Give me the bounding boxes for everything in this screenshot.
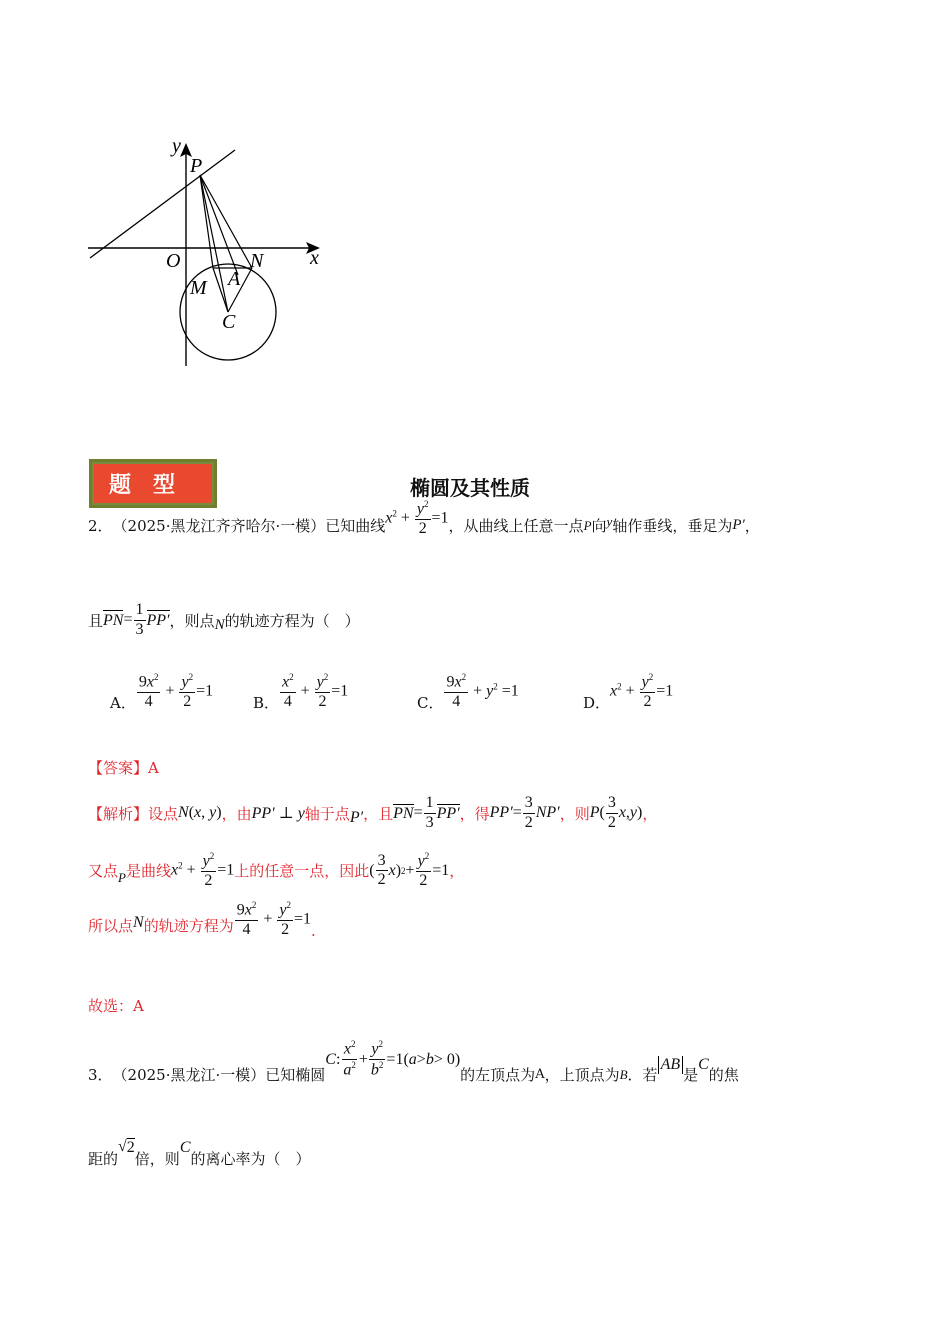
option-A-label: A．	[110, 694, 136, 712]
q3-C: C	[698, 1055, 709, 1073]
sol-l2-c: 上的任意一点，因此	[234, 862, 370, 881]
sol-l2-curve: $x^2$ + $\frac{y^2}{2}$ =1	[170, 851, 235, 890]
q3-text-b: ，上顶点为	[544, 1066, 620, 1084]
q3-line2	[88, 1126, 311, 1169]
q3-A: A	[535, 1067, 545, 1082]
sol-l1-f: ，则	[559, 804, 590, 823]
solution-line2	[88, 852, 464, 890]
q2-vec-PN: PN	[103, 612, 124, 630]
sol-PPp-NPp: PP′ = $\frac{3}{2}$ NP′	[489, 794, 560, 831]
q2-axis-y: y	[606, 513, 613, 529]
q3-ellipse-equation: C : $\frac{x^2}{a^2}$ + $\frac{y^2}{b^2}$ =1( a > b > 0)	[325, 1038, 461, 1079]
q2-eq: =	[123, 611, 133, 629]
q3-number: 3．	[88, 1066, 113, 1084]
sol-perp: PP′ ⊥ y	[251, 805, 305, 823]
label-A: A	[228, 268, 241, 290]
answer-line: 【答案】A	[88, 759, 159, 777]
sol-l1-e: ，得	[459, 804, 490, 823]
sol-point-N: N(x, y)	[178, 804, 222, 822]
solution-label: 【解析】	[88, 804, 149, 823]
q3-source: （2025·黑龙江·一模）已知椭圆	[112, 1066, 326, 1084]
option-D-formula: $x^2$ + $\frac{y^2}{2}$ =1	[610, 671, 674, 710]
option-C-label: C．	[417, 694, 444, 712]
option-A[interactable]	[110, 670, 213, 713]
sol-l2-substituted: ( $\frac{3}{2}$ x ) 2 + $\frac{y^2}{2}$ =1	[369, 851, 450, 890]
q3-text-e: 的焦	[708, 1066, 739, 1084]
label-O: O	[166, 250, 181, 272]
q2-point-N: N	[214, 616, 225, 633]
segment-PM	[200, 175, 213, 268]
label-N: N	[250, 250, 264, 272]
label-P: P	[190, 155, 203, 177]
option-D[interactable]	[583, 670, 673, 713]
q3-B: B	[619, 1066, 628, 1082]
q2-text-a: ，从曲线上任意一点	[448, 517, 584, 536]
q3-sqrt2: √ 2	[118, 1138, 135, 1156]
sol-Pp: P′	[349, 809, 364, 827]
badge-text: 题型	[94, 464, 212, 503]
q3-line2-C: C	[179, 1138, 191, 1156]
q3-line2-c: 的离心率为（ ）	[190, 1150, 311, 1168]
sol-l1-d: ，且	[363, 804, 394, 823]
sol-l1-a: 设点	[148, 804, 179, 823]
q3-line1	[88, 1034, 739, 1085]
label-C: C	[222, 311, 236, 333]
sol-l3-c: .	[310, 922, 316, 940]
q2-text-b: 向	[591, 517, 607, 536]
q2-text-e: ，则点	[169, 611, 215, 630]
sol-l3-N: N	[133, 914, 144, 931]
q3-text-a: 的左顶点为	[460, 1066, 536, 1084]
sol-l3-a: 所以点	[88, 916, 134, 935]
segment-PA	[200, 175, 238, 275]
section-title: 椭圆及其性质	[410, 476, 530, 500]
q2-vector-relation: PN = $\frac{1}{3}$ PP′	[103, 601, 170, 638]
q3-line2-b: 倍，则	[134, 1150, 180, 1168]
label-y: y	[172, 135, 181, 157]
q2-source: （2025·黑龙江齐齐哈尔·一模）已知曲线	[112, 517, 386, 536]
sol-l3-result: $\frac{9x^2}{4}$ + $\frac{y^2}{2}$ =1	[236, 900, 311, 939]
segment-PN	[200, 175, 252, 268]
label-x: x	[310, 247, 319, 269]
q2-number: 2．	[88, 517, 113, 536]
sol-l2-a: 又点	[88, 862, 119, 881]
sol-l2-b: 是曲线	[125, 862, 171, 881]
q2-line1	[88, 499, 868, 538]
q2-line2	[88, 602, 360, 639]
q2-point-P: P	[583, 517, 592, 533]
q3-sqrt2-radicand: 2	[126, 1139, 135, 1156]
solution-line3	[88, 900, 316, 940]
q2-vec-PPp: PP′	[146, 612, 170, 630]
label-M: M	[190, 277, 207, 299]
q2-text-c: 轴作垂线，垂足为	[612, 517, 733, 536]
q3-line2-a: 距的	[88, 1150, 119, 1168]
sol-l3-b: 的轨迹方程为	[143, 916, 234, 935]
sol-point-P: P ( $\frac{3}{2}$ x , y )	[589, 794, 643, 831]
option-C-formula: $\frac{9x^2}{4}$ + $y^2 =1$	[446, 671, 519, 710]
q3-AB: AB	[658, 1056, 684, 1074]
q2-text-f: 的轨迹方程为（ ）	[224, 611, 360, 630]
option-C[interactable]	[417, 670, 519, 713]
q2-and: 且	[88, 611, 104, 630]
q2-foot-Pp: P′	[732, 517, 745, 534]
sol-l1-c: 轴于点	[304, 804, 350, 823]
q2-curve-equation: $x^2$ + $\frac{y^2}{2}$ =1	[385, 499, 449, 538]
q3-text-d: 是	[683, 1066, 699, 1084]
q3-text-c: ．若	[627, 1066, 658, 1084]
option-A-formula: $\frac{9x^2}{4}$ + $\frac{y^2}{2}$ =1	[138, 671, 214, 710]
sol-vector-relation: PN = $\frac{1}{3}$ PP′	[393, 794, 460, 831]
sol-l2-d: ，	[449, 862, 465, 881]
sol-l2-P: P	[118, 869, 126, 885]
q2-text-d: ，	[744, 517, 760, 536]
question-type-badge	[89, 459, 217, 508]
geometry-figure	[80, 130, 340, 370]
option-B-label: B．	[253, 694, 280, 712]
option-B-formula: $\frac{x^2}{4}$ + $\frac{y^2}{2}$ =1	[282, 671, 349, 710]
option-D-label: D．	[583, 694, 611, 712]
sol-l1-g: ，	[642, 804, 658, 823]
option-B[interactable]	[253, 670, 348, 713]
sol-l1-b: ，由	[221, 804, 252, 823]
solution-choice: 故选：A	[88, 997, 144, 1015]
solution-line1	[88, 795, 657, 832]
